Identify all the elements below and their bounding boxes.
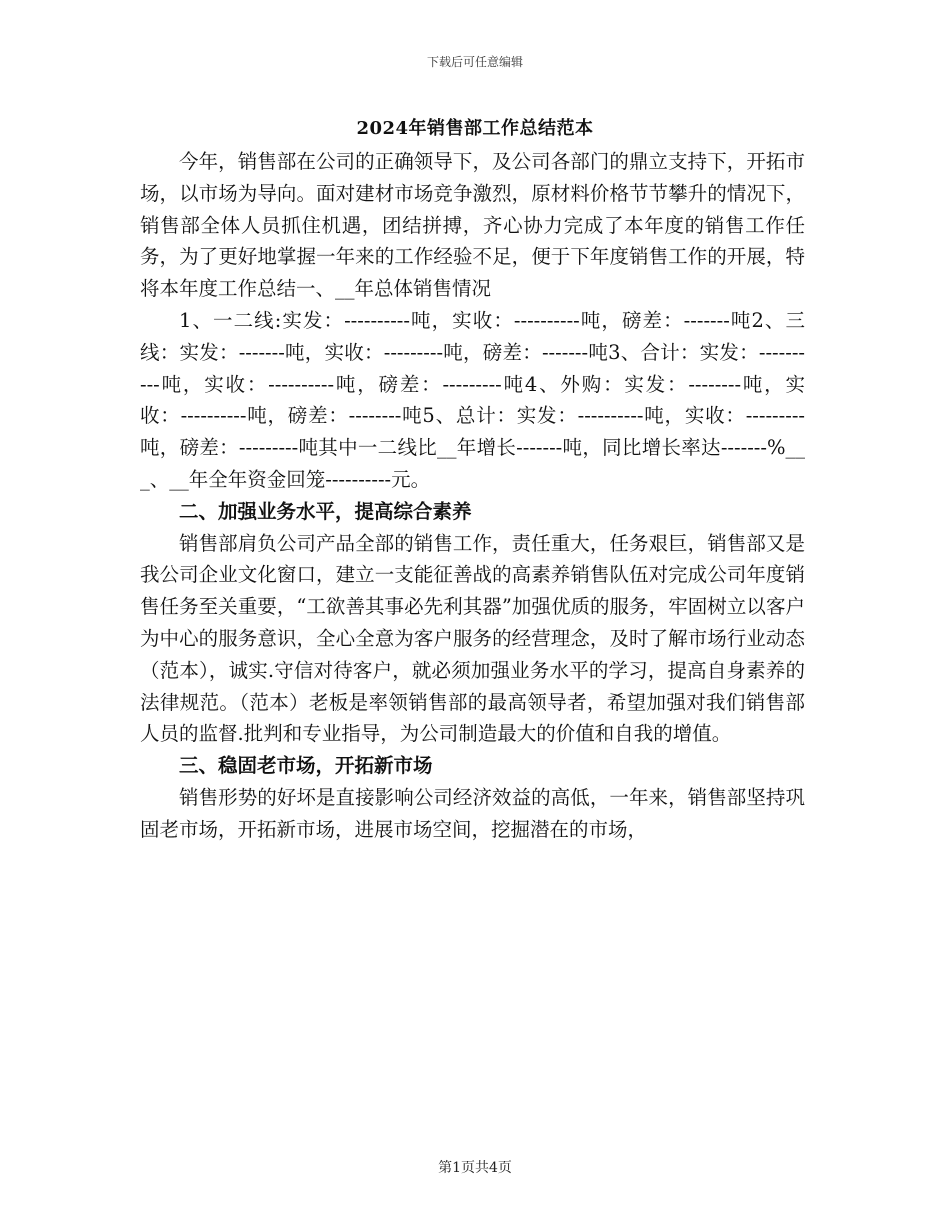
document-body (140, 146, 805, 846)
document-title: 2024年销售部工作总结范本 (356, 118, 594, 139)
section-heading-business-level: 二、加强业务水平，提高综合素养 (179, 499, 472, 523)
paragraph-intro: 今年，销售部在公司的正确领导下，及公司各部门的鼎立支持下，开拓市场，以市场为导向。面对建材市场竞争激烈，原材料价格节节攀升的情况下，销售部全体人员抓住机遇，团结拼搏，齐心协力完成了本年度的销售工作任务，为了更好地掌握一年来的工作经验不足，便于下年度销售工作的开展，特将本年度工作总结一、__年总体销售情况 (140, 150, 805, 301)
paragraph-business-level: 销售部肩负公司产品全部的销售工作，责任重大，任务艰巨，销售部又是我公司企业文化窗口，建立一支能征善战的高素养销售队伍对完成公司年度销售任务至关重要，“工欲善其事必先利其器”加强优质的服务，牢固树立以客户为中心的服务意识，全心全意为客户服务的经营理念，及时了解市场行业动态（范本），诚实.守信对待客户，就必须加强业务水平的学习，提高自身素养的法律规范。（范本）老板是率领销售部的最高领导者，希望加强对我们销售部人员的监督.批判和专业指导，为公司制造最大的价值和自我的增值。 (140, 531, 805, 746)
paragraph-market: 销售形势的好坏是直接影响公司经济效益的高低，一年来，销售部坚持巩固老市场，开拓新市场，进展市场空间，挖掘潜在的市场， (140, 785, 805, 841)
page-number-footer: 第1页共4页 (438, 1160, 512, 1176)
header-note: 下载后可任意编辑 (426, 55, 523, 69)
paragraph-sales-figures: 1、一二线:实发：----------吨，实收：----------吨，磅差：-------吨2、三线：实发：-------吨，实收：---------吨，磅差：-------吨3、合计：实发：----------吨，实收：----------吨，磅差：---------吨4、外购：实发：--------吨，实收：----------吨，磅差：--------吨5、总计：实发：----------吨，实收：---------吨，磅差：---------吨其中一二线比__年增长-------吨，同比增长率达-------%___、__年全年资金回笼----------元。 (140, 308, 805, 491)
section-heading-market: 三、稳固老市场，开拓新市场 (179, 754, 433, 778)
